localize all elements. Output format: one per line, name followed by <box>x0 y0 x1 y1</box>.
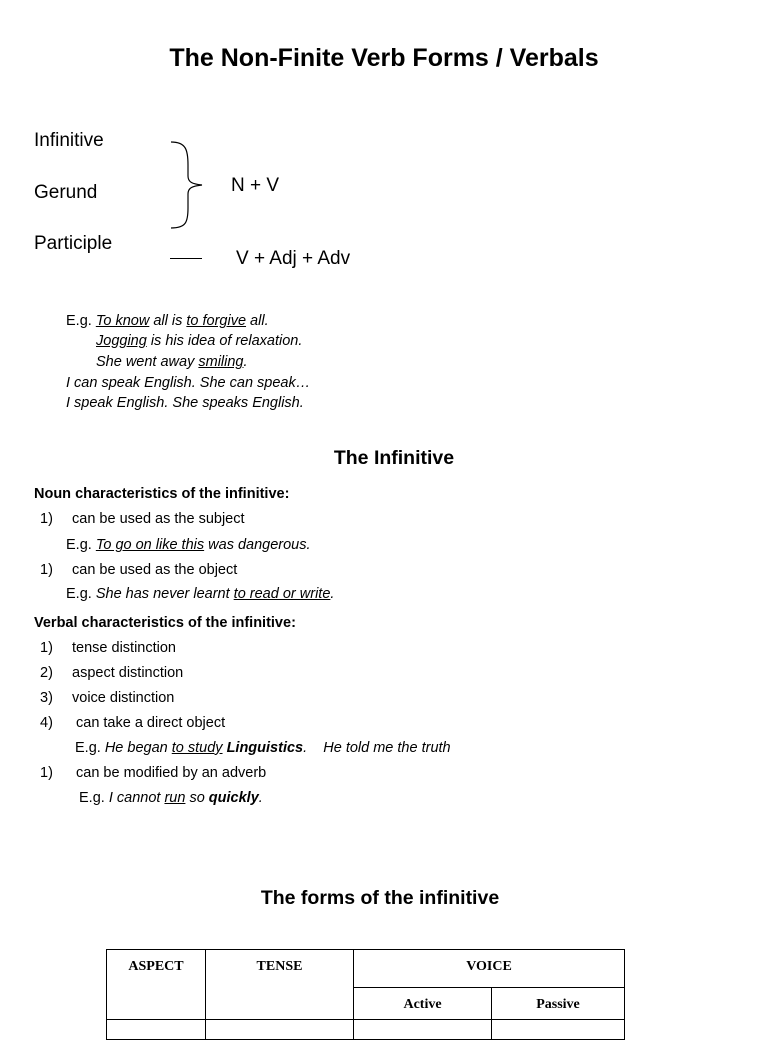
example-underlined: To know <box>95 313 150 329</box>
example-underlined: smiling <box>198 354 244 370</box>
term-infinitive: Infinitive <box>34 130 104 151</box>
example-line-4: I can speak English. She can speak… <box>66 375 311 391</box>
list-number: 4) <box>40 715 53 731</box>
example-underlined: run <box>164 790 186 806</box>
example-underlined: To go on like this <box>95 537 205 553</box>
example-text: . He told me the truth <box>303 740 451 756</box>
table-header-voice: VOICE <box>354 950 625 988</box>
example-text: He began <box>104 740 172 756</box>
term-participle: Participle <box>34 233 113 254</box>
formula-participle: V + Adj + Adv <box>236 248 351 269</box>
example-text: . <box>258 790 263 806</box>
list-item: can be used as the object <box>72 562 238 578</box>
eg-label: E.g. <box>79 790 105 806</box>
example-text: all. <box>246 313 269 329</box>
curly-brace-icon <box>166 140 206 230</box>
table-cell <box>107 1020 206 1040</box>
infinitive-forms-table <box>106 949 625 1040</box>
example-line-3 <box>96 354 248 370</box>
page-title: The Non-Finite Verb Forms / Verbals <box>169 44 599 72</box>
eg-label: E.g. <box>66 537 92 553</box>
example-text: She has never learnt <box>95 586 234 602</box>
dash-line <box>170 258 202 259</box>
list-item: tense distinction <box>72 640 176 656</box>
example-bold: quickly <box>208 790 259 806</box>
list-number: 3) <box>40 690 53 706</box>
list-item: aspect distinction <box>72 665 184 681</box>
list-item: can be modified by an adverb <box>76 765 267 781</box>
section-heading-infinitive: The Infinitive <box>333 447 455 469</box>
list-number: 1) <box>40 562 53 578</box>
list-number: 1) <box>40 640 53 656</box>
example-line-5: I speak English. She speaks English. <box>66 395 304 411</box>
list-item: can be used as the subject <box>72 511 245 527</box>
table-header-tense: TENSE <box>206 950 354 1020</box>
example-text: . <box>243 354 248 370</box>
example-underlined: to forgive <box>186 313 247 329</box>
verbal-example-1 <box>75 740 451 756</box>
table-header-passive: Passive <box>492 988 625 1020</box>
eg-label: E.g. <box>66 313 92 329</box>
example-underlined: to read or write <box>233 586 331 602</box>
table-cell <box>354 1020 492 1040</box>
example-text: so <box>185 790 209 806</box>
example-underlined: to study <box>171 740 223 756</box>
example-underlined: Jogging <box>96 333 147 349</box>
list-number: 1) <box>40 765 53 781</box>
noun-characteristics-heading: Noun characteristics of the infinitive: <box>34 486 290 502</box>
example-bold: Linguistics <box>226 740 304 756</box>
table-header-active: Active <box>354 988 492 1020</box>
example-text: was dangerous. <box>204 537 311 553</box>
table-cell <box>206 1020 354 1040</box>
noun-example-1 <box>66 537 311 553</box>
example-text: is his idea of relaxation. <box>146 333 303 349</box>
table-cell <box>492 1020 625 1040</box>
term-gerund: Gerund <box>34 182 98 203</box>
eg-label: E.g. <box>66 586 92 602</box>
noun-example-2 <box>66 586 334 602</box>
example-text: all is <box>149 313 187 329</box>
eg-label: E.g. <box>75 740 101 756</box>
example-line-2 <box>96 333 302 349</box>
example-line-1 <box>66 313 269 329</box>
verbal-characteristics-heading: Verbal characteristics of the infinitive: <box>34 615 296 631</box>
formula-noun-verb: N + V <box>231 175 280 196</box>
list-number: 2) <box>40 665 53 681</box>
example-text: I cannot <box>108 790 165 806</box>
list-item: voice distinction <box>72 690 175 706</box>
verbal-example-2 <box>79 790 263 806</box>
example-text: She went away <box>96 354 199 370</box>
section-heading-forms: The forms of the infinitive <box>260 887 500 909</box>
list-number: 1) <box>40 511 53 527</box>
example-text: . <box>330 586 335 602</box>
table-header-aspect: ASPECT <box>107 950 206 1020</box>
list-item: can take a direct object <box>76 715 226 731</box>
